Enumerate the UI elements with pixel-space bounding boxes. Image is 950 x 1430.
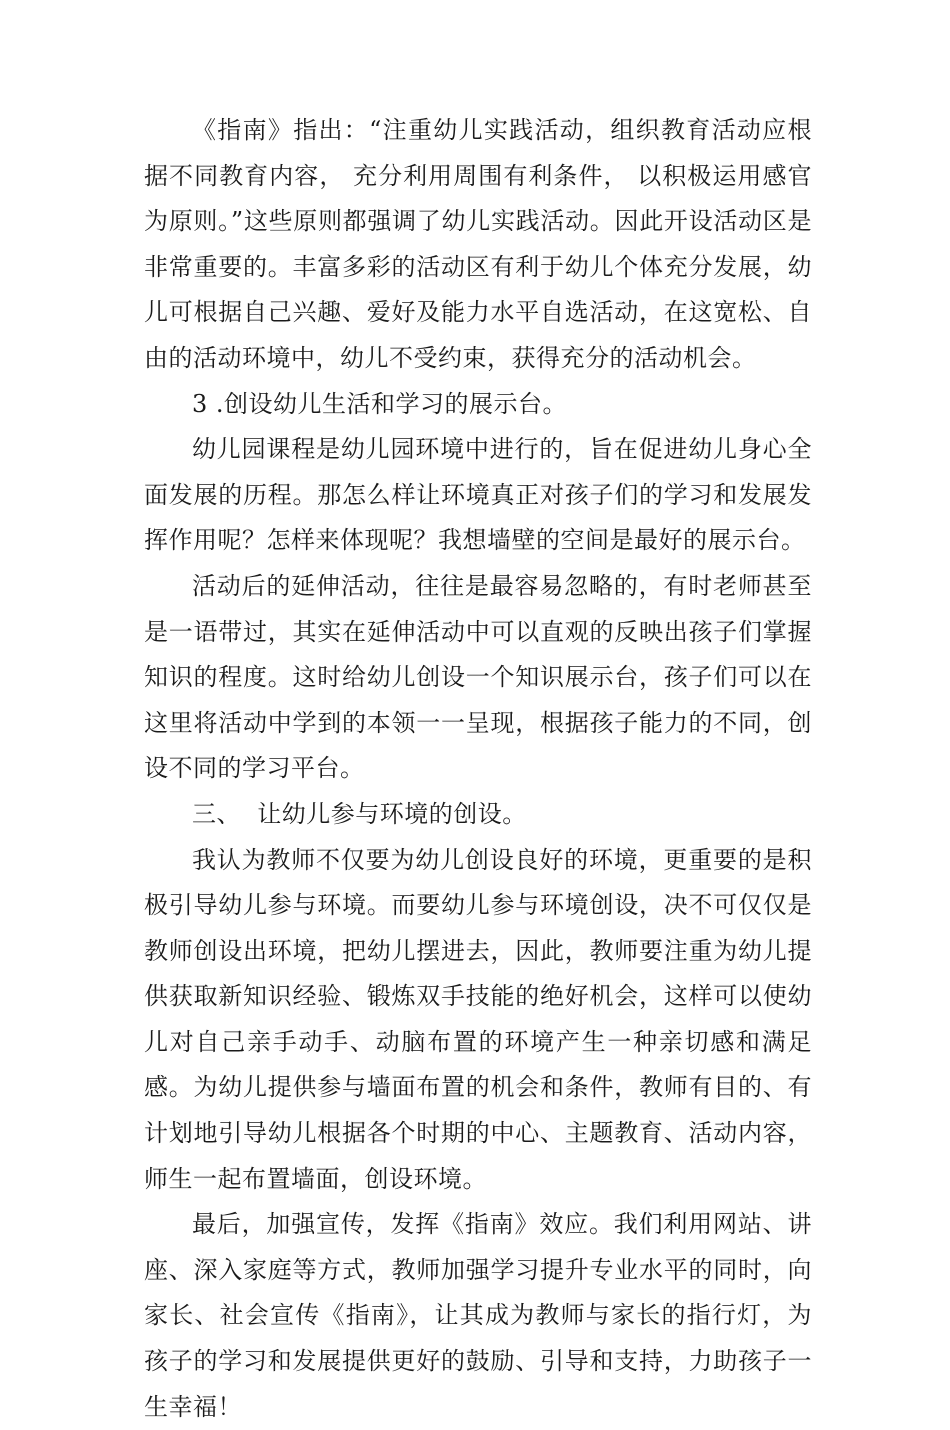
paragraph-promotion: 最后，加强宣传，发挥《指南》效应。我们利用网站、讲座、深入家庭等方式，教师加强学习提升专业水平的同时，向家长、社会宣传《指南》，让其成为教师与家长的指行灯，为孩子的学习和发展提供更好的鼓励、引导和支持，力助孩子一生幸福！ [144,1210,812,1421]
section-heading-display-platform: 3 .创设幼儿生活和学习的展示台。 [192,389,568,418]
document-body [144,108,812,1430]
paragraph-guide-principles: 《指南》指出：“注重幼儿实践活动，组织教育活动应根据不同教育内容， 充分利用周围有利条件， 以积极运用感官为原则。”这些原则都强调了幼儿实践活动。因此开设活动区是非常重要的。丰富多彩的活动区有利于幼儿个体充分发展，幼儿可根据自己兴趣、爱好及能力水平自选活动，在这宽松、自由的活动环境中，幼儿不受约束，获得充分的活动机会。 [144,116,812,372]
paragraph-teacher-guidance: 我认为教师不仅要为幼儿创设良好的环境，更重要的是积极引导幼儿参与环境。而要幼儿参与环境创设，决不可仅仅是教师创设出环境，把幼儿摆进去，因此，教师要注重为幼儿提供获取新知识经验、锻炼双手技能的绝好机会，这样可以使幼儿对自己亲手动手、动脑布置的环境产生一种亲切感和满足感。为幼儿提供参与墙面布置的机会和条件，教师有目的、有计划地引导幼儿根据各个时期的中心、主题教育、活动内容，师生一起布置墙面，创设环境。 [144,845,812,1193]
section-heading-child-participation: 三、 让幼儿参与环境的创设。 [192,799,527,828]
paragraph-curriculum-environment: 幼儿园课程是幼儿园环境中进行的，旨在促进幼儿身心全面发展的历程。那怎么样让环境真正对孩子们的学习和发展发挥作用呢？怎样来体现呢？我想墙壁的空间是最好的展示台。 [144,435,812,555]
paragraph-extension-activities: 活动后的延伸活动，往往是最容易忽略的，有时老师甚至是一语带过，其实在延伸活动中可以直观的反映出孩子们掌握知识的程度。这时给幼儿创设一个知识展示台，孩子们可以在这里将活动中学到的本领一一呈现，根据孩子能力的不同，创设不同的学习平台。 [144,571,812,783]
